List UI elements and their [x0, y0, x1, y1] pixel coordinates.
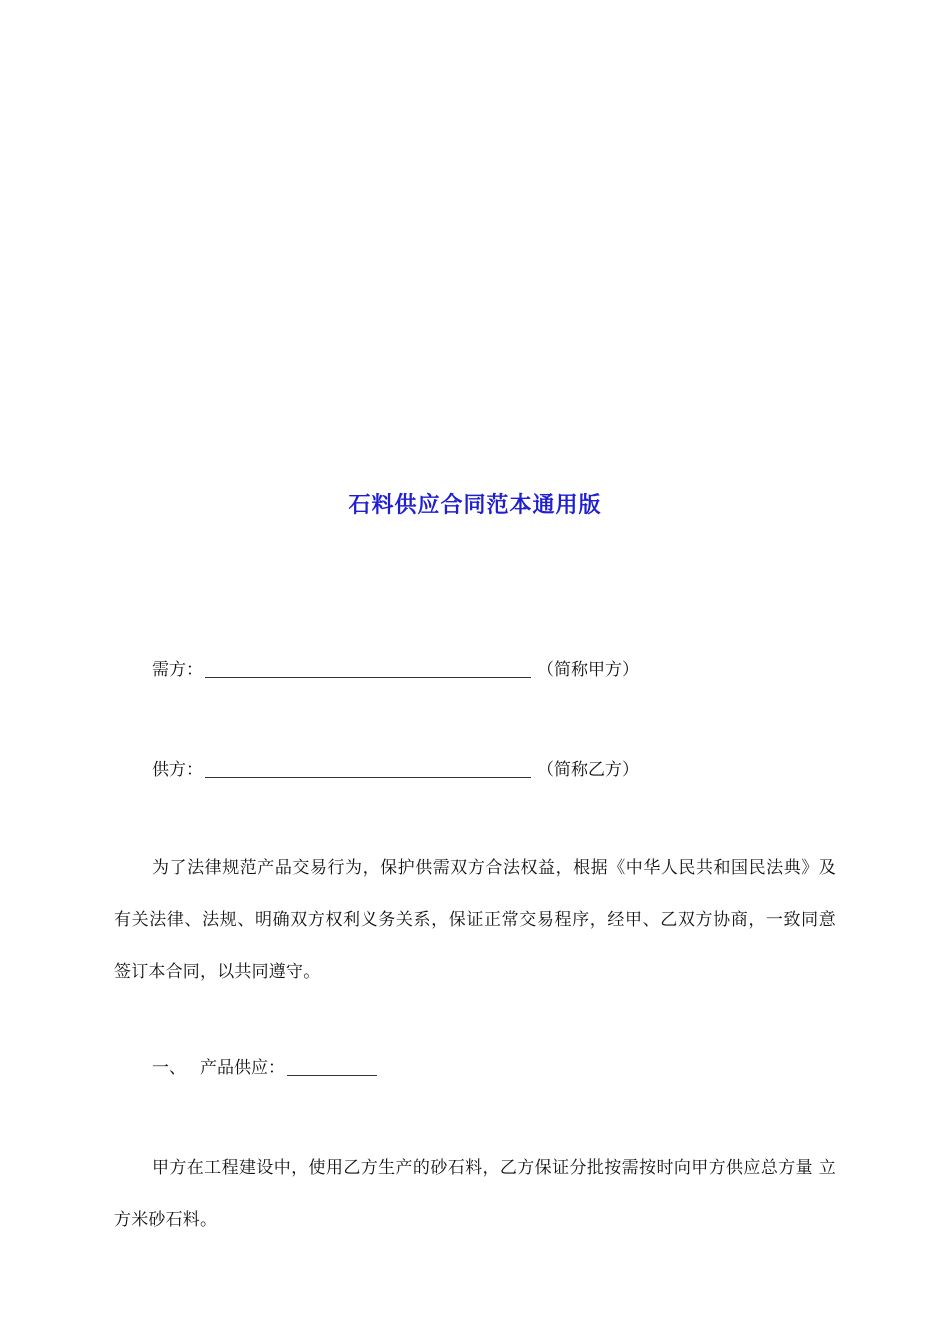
section-1-title: 产品供应： [200, 1058, 285, 1078]
supplier-label: 供方： [152, 760, 203, 780]
supplier-line [152, 758, 639, 782]
buyer-line [152, 658, 639, 682]
buyer-label: 需方： [152, 660, 203, 680]
product-blank [287, 1057, 377, 1076]
buyer-note: （简称甲方） [537, 660, 639, 680]
supplier-name-blank [205, 759, 531, 778]
supplier-note: （简称乙方） [537, 760, 639, 780]
document-title: 石料供应合同范本通用版 [348, 492, 602, 518]
section-1-heading [152, 1056, 377, 1080]
buyer-name-blank [205, 659, 531, 678]
preamble-paragraph: 为了法律规范产品交易行为，保护供需双方合法权益，根据《中华人民共和国民法典》及有关法律、法规、明确双方权利义务关系，保证正常交易程序，经甲、乙双方协商，一致同意签订本合同，以共同遵守。 [114, 858, 836, 982]
section-1-number: 一、 [152, 1058, 186, 1078]
section-1-body: 甲方在工程建设中，使用乙方生产的砂石料，乙方保证分批按需按时向甲方供应总方量 立方米砂石料。 [114, 1158, 836, 1230]
